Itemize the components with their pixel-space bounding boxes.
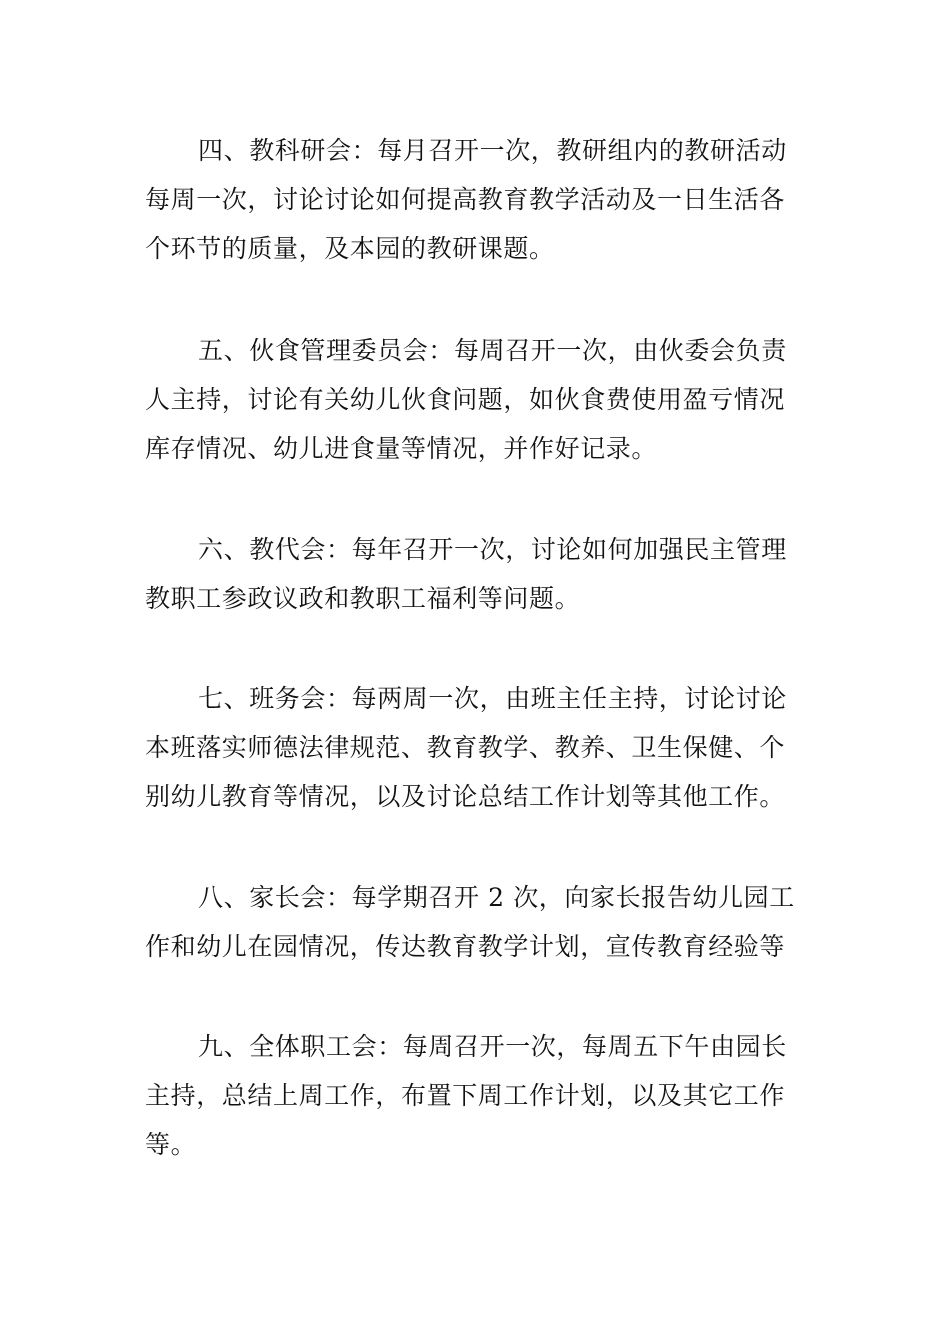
paragraph-line: 五、伙食管理委员会：每周召开一次，由伙委会负责 bbox=[198, 336, 787, 365]
paragraph-line: 人主持，讨论有关幼儿伙食问题，如伙食费使用盈亏情况 bbox=[145, 385, 786, 414]
paragraph-class-affairs-meeting bbox=[145, 674, 810, 821]
paragraph-line: 等。 bbox=[145, 1130, 197, 1159]
paragraph-staff-congress bbox=[145, 525, 810, 623]
paragraph-teaching-research-meeting bbox=[145, 126, 810, 273]
paragraph-line: 库存情况、幼儿进食量等情况，并作好记录。 bbox=[145, 434, 658, 463]
paragraph-line: 本班落实师德法律规范、教育教学、教养、卫生保健、个 bbox=[145, 733, 786, 762]
paragraph-catering-committee bbox=[145, 326, 810, 473]
paragraph-line: 教职工参政议政和教职工福利等问题。 bbox=[145, 584, 581, 613]
paragraph-line: 九、全体职工会：每周召开一次，每周五下午由园长 bbox=[198, 1032, 787, 1061]
paragraph-line: 个环节的质量，及本园的教研课题。 bbox=[145, 234, 555, 263]
paragraph-line: 主持，总结上周工作，布置下周工作计划，以及其它工作 bbox=[145, 1081, 786, 1110]
paragraph-line: 每周一次，讨论讨论如何提高教育教学活动及一日生活各 bbox=[145, 185, 786, 214]
paragraph-all-staff-meeting bbox=[145, 1022, 810, 1169]
paragraph-line: 四、教科研会：每月召开一次，教研组内的教研活动 bbox=[198, 136, 787, 165]
paragraph-line: 六、教代会：每年召开一次，讨论如何加强民主管理 bbox=[198, 535, 787, 564]
paragraph-line: 别幼儿教育等情况，以及讨论总结工作计划等其他工作。 bbox=[145, 782, 786, 811]
paragraph-line: 七、班务会：每两周一次，由班主任主持，讨论讨论 bbox=[198, 684, 787, 713]
paragraph-line: 八、家长会：每学期召开 2 次，向家长报告幼儿园工 bbox=[198, 883, 795, 912]
paragraph-parents-meeting bbox=[145, 873, 810, 971]
paragraph-line: 作和幼儿在园情况，传达教育教学计划，宣传教育经验等 bbox=[145, 932, 786, 961]
